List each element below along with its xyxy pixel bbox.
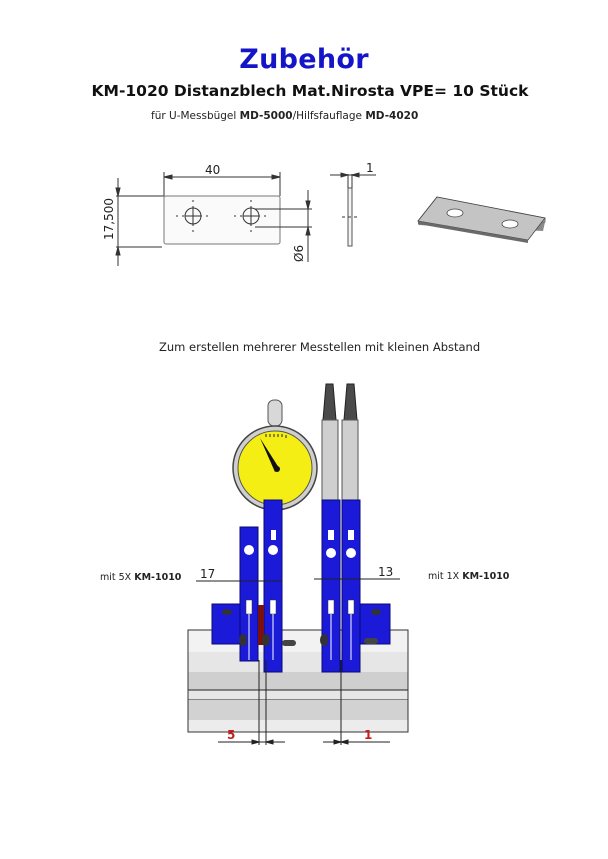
page-title: Zubehör: [239, 44, 369, 75]
dim-right-spacing: 13: [378, 565, 394, 579]
assembly-caption: Zum erstellen mehrerer Messtellen mit kleinen Abstand: [159, 340, 481, 354]
note-middle: /Hilfsfauflage: [292, 110, 366, 122]
probes: [322, 384, 358, 500]
dim-length: 40: [205, 163, 221, 177]
product-subtitle: KM-1020 Distanzblech Mat.Nirosta VPE= 10 Stück: [91, 82, 529, 100]
dim-right-gap: 1: [364, 728, 373, 742]
dim-height: 17,500: [102, 198, 116, 240]
dim-thickness: 1: [366, 161, 374, 175]
left-config-label: mit 5X KM-1010: [100, 572, 182, 583]
dim-hole-diameter: Ø6: [292, 244, 306, 262]
note-part-md4020: MD-4020: [365, 110, 419, 122]
dim-left-gap: 5: [227, 728, 236, 742]
dim-left-spacing: 17: [200, 567, 216, 581]
rail: [188, 630, 408, 732]
note-part-md5000: MD-5000: [239, 110, 293, 122]
right-config-label: mit 1X KM-1010: [428, 571, 510, 582]
note-prefix: für U-Messbügel: [151, 110, 240, 122]
